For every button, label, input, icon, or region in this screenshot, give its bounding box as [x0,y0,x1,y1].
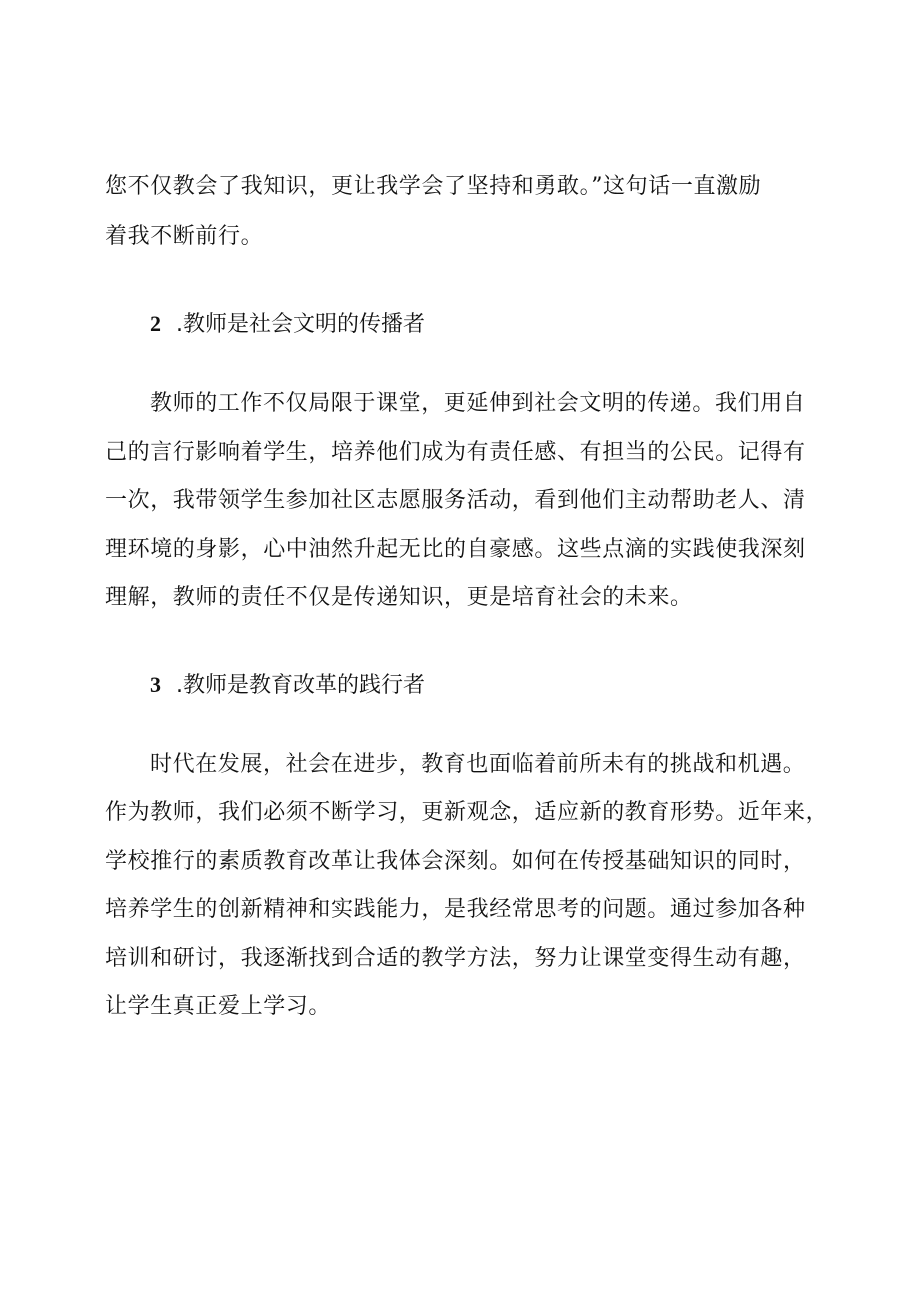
section-title: .教师是教育改革的践行者 [176,673,425,698]
paragraph-line: 己的言行影响着学生，培养他们成为有责任感、有担当的公民。记得有 [105,440,806,465]
section-heading-2 [150,309,425,340]
section-number: 3 [150,672,161,697]
paragraph-line: 教师的工作不仅局限于课堂，更延伸到社会文明的传递。我们用自 [150,391,806,416]
paragraph-line: 培训和研讨，我逐渐找到合适的教学方法，努力让课堂变得生动有趣， [105,946,806,971]
section-heading-3 [150,670,425,701]
paragraph-line: 让学生真正爱上学习。 [105,994,332,1019]
paragraph-line: 理解，教师的责任不仅是传递知识，更是培育社会的未来。 [105,585,693,610]
section-title: .教师是社会文明的传播者 [176,312,425,337]
paragraph-line: 时代在发展，社会在进步，教育也面临着前所未有的挑战和机遇。 [150,752,806,777]
paragraph-line: 作为教师，我们必须不断学习，更新观念，适应新的教育形势。近年来， [105,800,829,825]
paragraph-line: 理环境的身影，心中油然升起无比的自豪感。这些点滴的实践使我深刻 [105,537,806,562]
paragraph-line: 培养学生的创新精神和实践能力，是我经常思考的问题。通过参加各种 [105,897,806,922]
paragraph-line: 学校推行的素质教育改革让我体会深刻。如何在传授基础知识的同时， [105,849,806,874]
paragraph-line: 您不仅教会了我知识，更让我学会了坚持和勇敢。”这句话一直激励 [105,174,762,199]
paragraph-line: 着我不断前行。 [105,224,264,249]
section-number: 2 [150,311,161,336]
paragraph-line: 一次，我带领学生参加社区志愿服务活动，看到他们主动帮助老人、清 [105,488,806,513]
